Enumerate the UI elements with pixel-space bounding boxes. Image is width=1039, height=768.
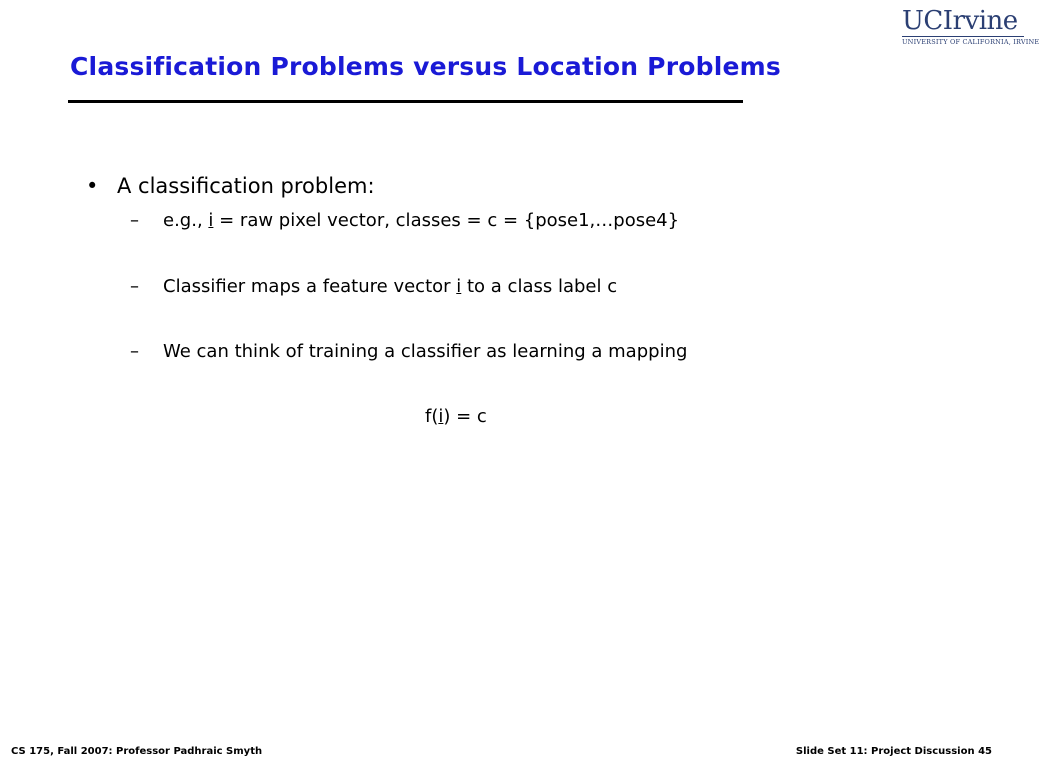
bullet-main [86, 174, 375, 198]
logo-wordmark: UCIrvine [902, 6, 1018, 36]
vector-i: i [456, 276, 462, 297]
title-underline [68, 100, 743, 103]
subbullet-text: e.g., [163, 210, 209, 231]
vector-i: i [208, 210, 214, 231]
footer-right: Slide Set 11: Project Discussion 45 [795, 746, 992, 757]
bullet-text: A classification problem: [117, 174, 375, 198]
dash-marker: – [130, 210, 139, 231]
formula-text: ) = c [443, 406, 487, 427]
logo-subtitle: UNIVERSITY OF CALIFORNIA, IRVINE [902, 38, 1039, 46]
formula-text: f( [425, 406, 439, 427]
subbullet-training [130, 341, 687, 362]
slide-title: Classification Problems versus Location Problems [70, 52, 781, 81]
subbullet-example [130, 210, 679, 231]
uci-logo [902, 6, 1039, 46]
subbullet-text: Classifier maps a feature vector [163, 276, 457, 297]
vector-i: i [438, 406, 444, 427]
footer-left: CS 175, Fall 2007: Professor Padhraic Smyth [11, 746, 263, 757]
mapping-formula [425, 406, 487, 427]
logo-rule [902, 36, 1024, 37]
dash-marker: – [130, 276, 139, 297]
subbullet-text: We can think of training a classifier as learning a mapping [163, 341, 688, 362]
subbullet-classifier [130, 276, 617, 297]
bullet-marker: • [86, 174, 99, 198]
dash-marker: – [130, 341, 139, 362]
subbullet-text: = raw pixel vector, classes = c = {pose1,…pose4} [213, 210, 680, 231]
subbullet-text: to a class label c [461, 276, 618, 297]
